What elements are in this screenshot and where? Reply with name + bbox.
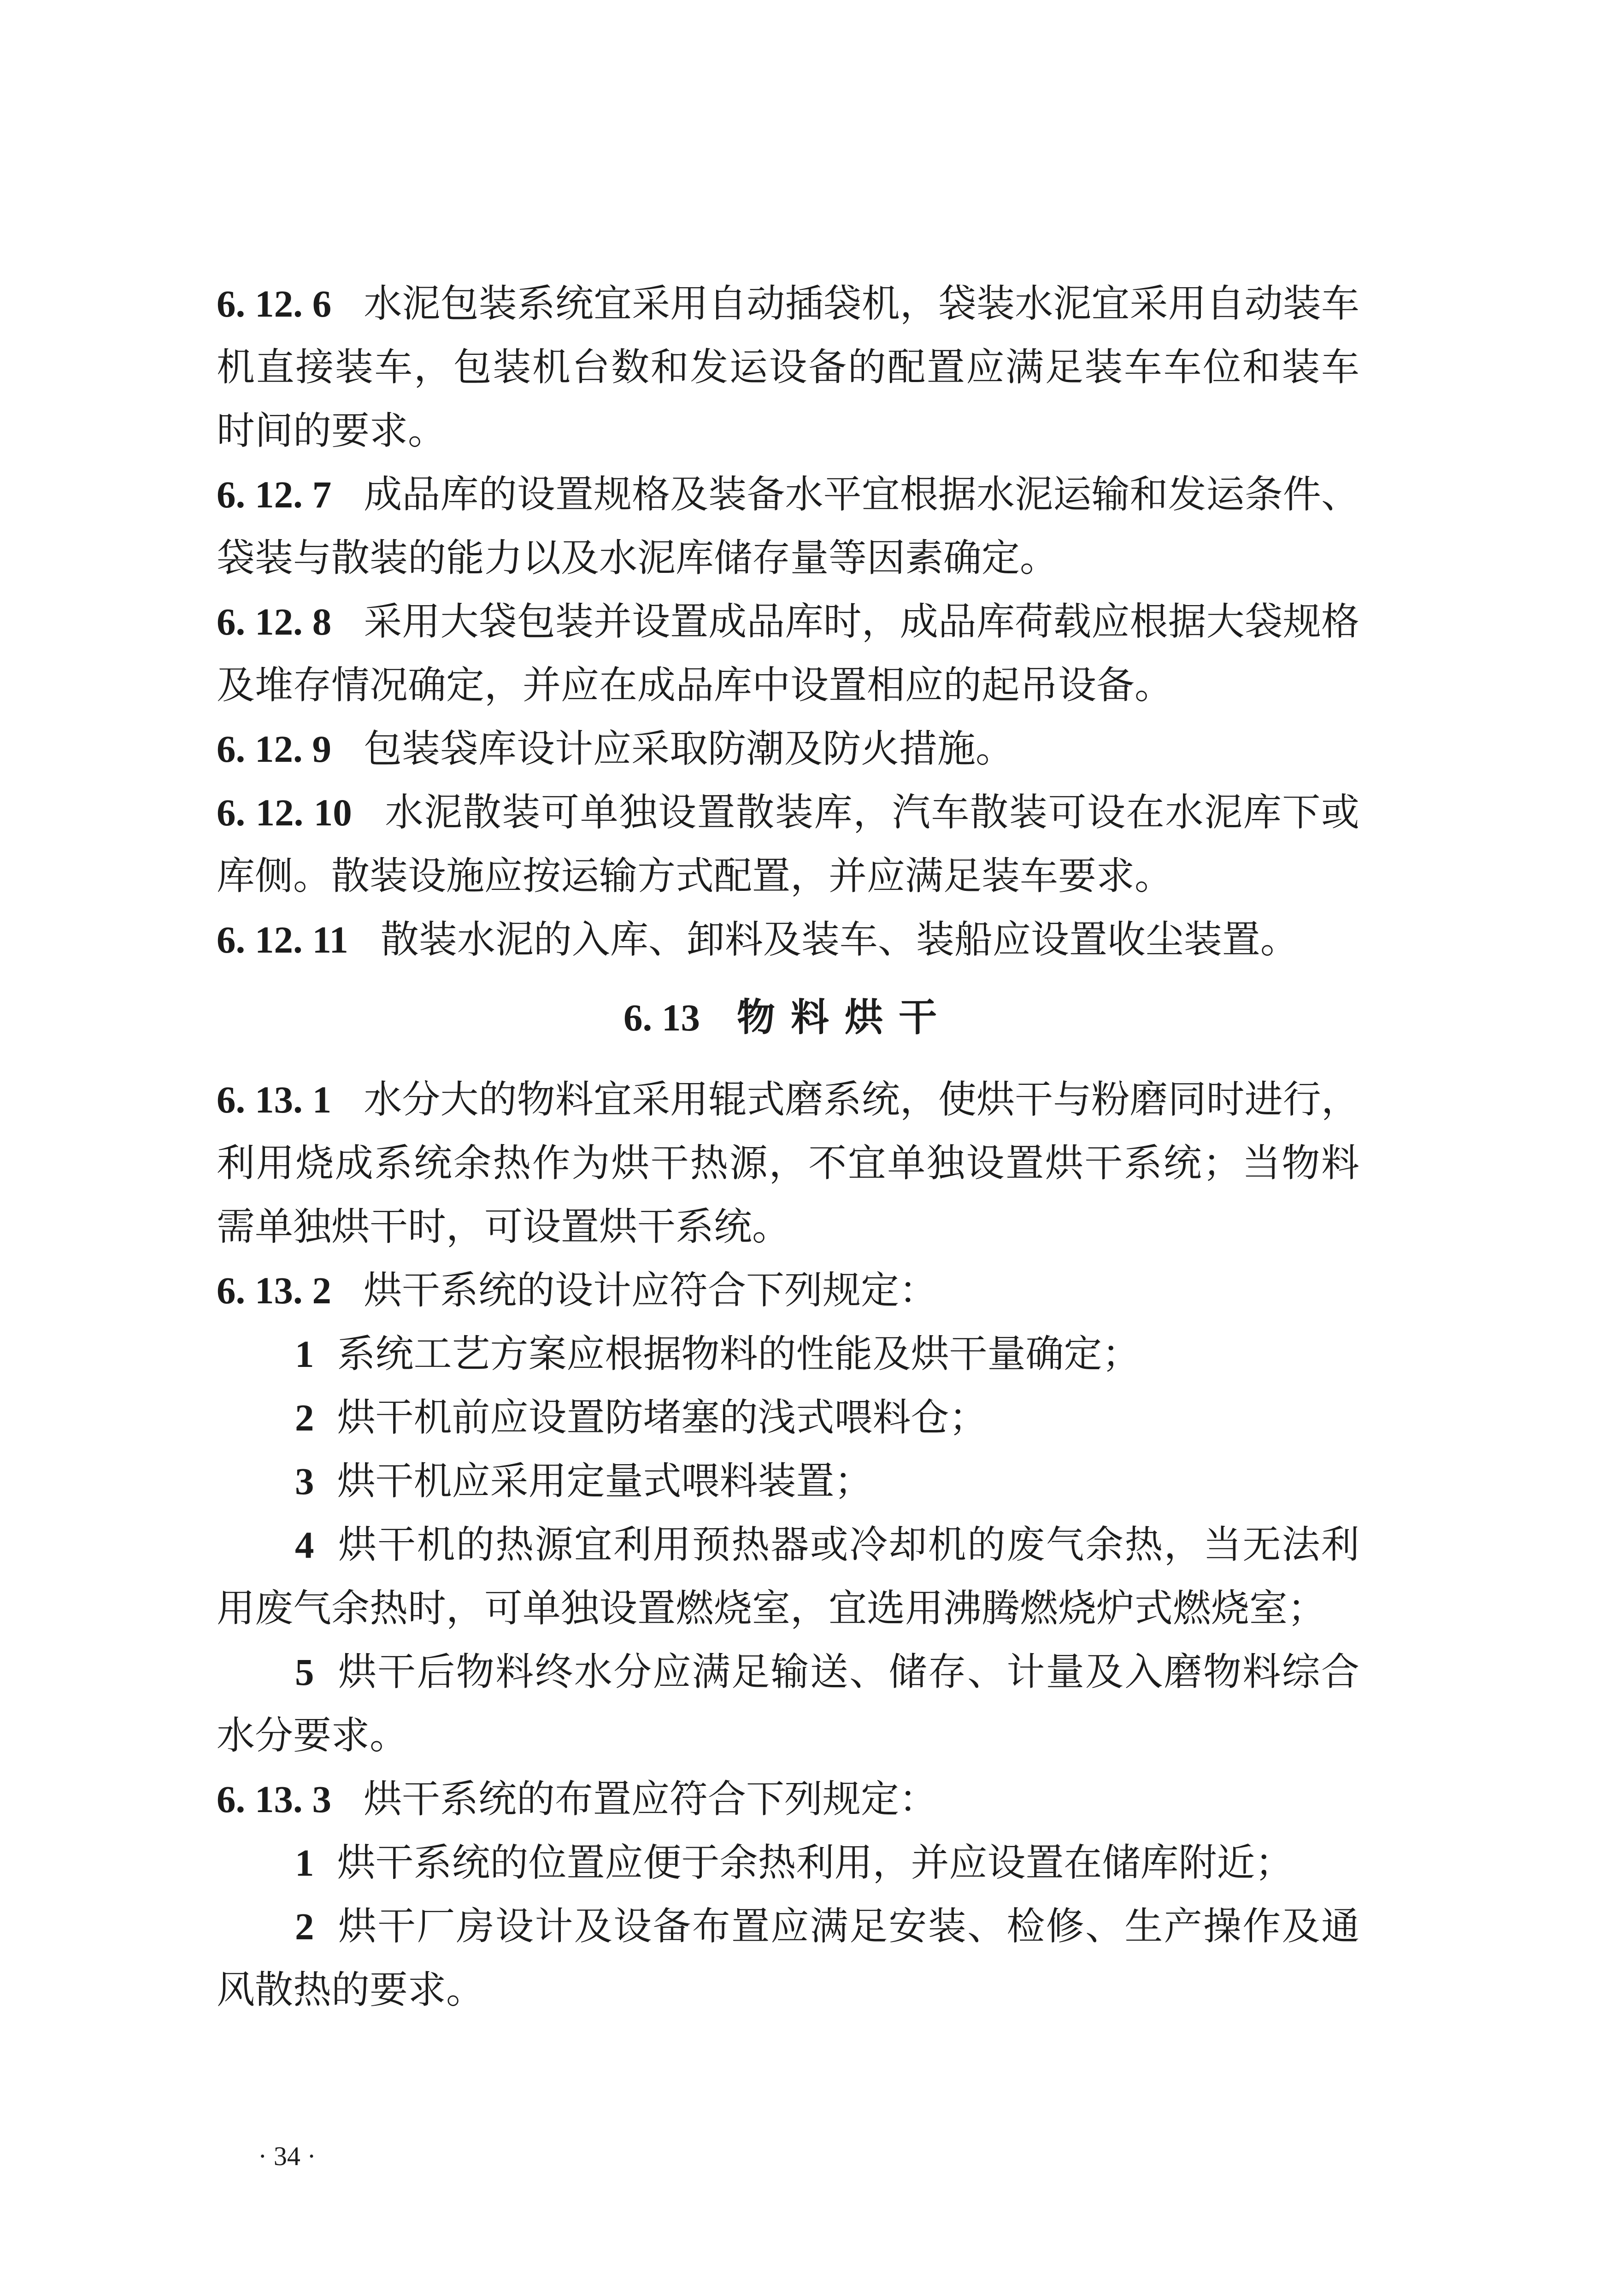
clause-number: 6. 12. 8 [217,600,332,643]
clause-6-13-3 [217,1767,1359,1831]
clause-text: 成品库的设置规格及装备水平宜根据水泥运输和发运条件、袋装与散装的能力以及水泥库储存量等因素确定。 [217,472,1360,580]
item-text: 烘干后物料终水分应满足输送、储存、计量及入磨物料综合水分要求。 [217,1649,1359,1758]
list-item [217,1386,1359,1449]
clause-text: 水泥散装可单独设置散装库，汽车散装可设在水泥库下或库侧。散装设施应按运输方式配置，并应满足装车要求。 [217,790,1359,898]
document-body [217,272,1359,2022]
page-number: · 34 · [258,2141,316,2171]
item-number: 1 [295,1842,314,1884]
clause-6-12-10 [217,781,1359,908]
clause-6-12-9 [217,717,1359,781]
clause-number: 6. 13. 2 [217,1269,331,1312]
item-text: 烘干厂房设计及设备布置应满足安装、检修、生产操作及通风散热的要求。 [217,1904,1359,2012]
section-heading [217,985,1359,1049]
clause-text: 采用大袋包装并设置成品库时，成品库荷载应根据大袋规格及堆存情况确定，并应在成品库中设置相应的起吊设备。 [217,599,1360,707]
list-item [217,1449,1359,1513]
item-number: 1 [295,1333,314,1375]
list-item [217,1513,1359,1640]
item-text: 系统工艺方案应根据物料的性能及烘干量确定； [337,1331,1141,1376]
item-text: 烘干机前应设置防堵塞的浅式喂料仓； [337,1395,988,1440]
item-number: 3 [295,1460,314,1502]
clause-6-13-1 [217,1068,1359,1259]
clause-6-12-6 [217,272,1359,463]
clause-number: 6. 12. 9 [217,728,331,770]
clause-number: 6. 13. 1 [217,1078,332,1121]
clause-6-12-7 [217,463,1359,590]
clause-number: 6. 12. 6 [217,283,332,325]
item-text: 烘干系统的位置应便于余热利用，并应设置在储库附近； [337,1840,1294,1885]
clause-number: 6. 12. 11 [217,918,348,961]
item-text: 烘干机应采用定量式喂料装置； [337,1459,873,1503]
clause-number: 6. 12. 10 [217,791,352,834]
item-number: 2 [295,1905,314,1948]
clause-number: 6. 13. 3 [217,1778,331,1820]
clause-text: 水泥包装系统宜采用自动插袋机，袋装水泥宜采用自动装车机直接装车，包装机台数和发运设备的配置应满足装车车位和装车时间的要求。 [217,281,1360,453]
clause-text: 烘干系统的设计应符合下列规定： [364,1268,937,1313]
item-number: 2 [295,1396,314,1439]
clause-text: 散装水泥的入库、卸料及装车、装船应设置收尘装置。 [380,917,1299,962]
clause-text: 包装袋库设计应采取防潮及防火措施。 [364,726,1014,771]
item-number: 5 [295,1651,314,1693]
list-item [217,1322,1359,1386]
section-number: 6. 13 [623,996,700,1039]
clause-text: 烘干系统的布置应符合下列规定： [364,1777,937,1821]
item-text: 烘干机的热源宜利用预热器或冷却机的废气余热，当无法利用废气余热时，可单独设置燃烧室，宜选用沸腾燃烧炉式燃烧室； [217,1522,1359,1631]
list-item [217,1895,1359,2022]
clause-6-13-2 [217,1259,1359,1322]
list-item [217,1831,1359,1895]
section-title: 物料烘干 [737,995,953,1040]
clause-number: 6. 12. 7 [217,473,332,516]
list-item [217,1640,1359,1767]
clause-text: 水分大的物料宜采用辊式磨系统，使烘干与粉磨同时进行，利用烧成系统余热作为烘干热源，不宜单独设置烘干系统；当物料需单独烘干时，可设置烘干系统。 [217,1077,1360,1249]
item-number: 4 [295,1524,314,1566]
clause-6-12-8 [217,590,1359,717]
clause-6-12-11 [217,908,1359,971]
